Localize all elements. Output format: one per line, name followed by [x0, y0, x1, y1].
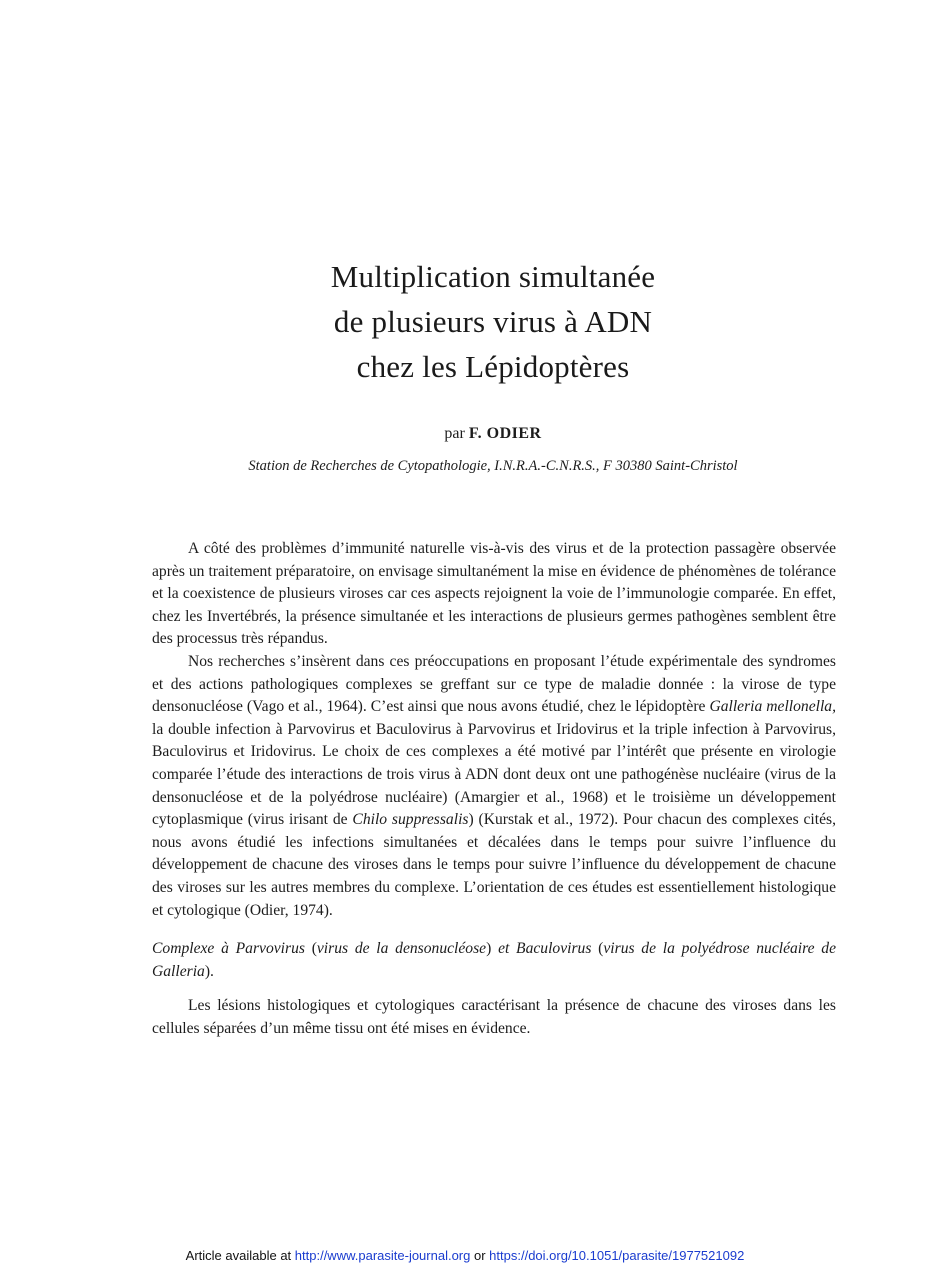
subheading-part-a: Complexe à Parvovirus [152, 940, 312, 958]
article-body [152, 538, 836, 1040]
article-title [150, 254, 836, 389]
subheading-part-f: ( [598, 940, 604, 958]
footer-middle: or [470, 1248, 490, 1263]
affiliation: Station de Recherches de Cytopathologie, I.N.R.A.-C.N.R.S., F 30380 Saint-Christol [248, 458, 738, 474]
paragraph-2-text-c: ) (Kurstak et al., 1972). Pour chacun des complexes cités, nous avons étudié les infections simultanées et décalées dans le temps pour suivre l’influence du développement de chacune des viroses dans le temps pour suivre l’influence du développement de chacune des viroses sur les autres membres du complexe. L’orientation de ces études est essentiellement histologique et cytologique (Odier, 1974). [152, 811, 836, 919]
journal-link[interactable]: http://www.parasite-journal.org [294, 1248, 471, 1263]
title-line-3: chez les Lépidoptères [356, 349, 630, 384]
species-chilo: Chilo suppressalis [352, 811, 469, 829]
title-line-1: Multiplication simultanée [330, 259, 656, 294]
author-name: F. ODIER [468, 425, 542, 442]
author-line [150, 424, 836, 444]
paragraph-2-text-b: la double infection à Parvovirus et Baculovirus à Parvovirus et Iridovirus et la triple infection à Parvovirus, Baculovirus et Iridovirus. Le choix de ces complexes a été motivé par l’intérêt que présente en virologie comparée l’étude des interactions de trois virus à ADN dont deux ont une pathogénèse nucléaire (virus de la densonucléose et de la polyédrose nucléaire) (Amargier et al., 1968) et le troisième un développement cytoplasmique (virus irisant de [152, 720, 836, 829]
doi-link[interactable]: https://doi.org/10.1051/parasite/1977521092 [489, 1248, 745, 1263]
species-galleria: Galleria mellonella, [709, 698, 837, 716]
footer-availability [0, 1248, 930, 1263]
subheading-part-b: ( [311, 940, 317, 958]
subheading-part-h: ). [204, 962, 214, 980]
paragraph-1: A côté des problèmes d’immunité naturelle vis-à-vis des virus et de la protection passagère observée après un traitement préparatoire, on envisage simultanément la mise en évidence de phénomènes de tolérance et la coexistence de plusieurs viroses car ces aspects rejoignent la voie de l’immunologie comparée. En effet, chez les Invertébrés, la présence simultanée et les interactions de plusieurs germes pathogènes semblent être des processus très répandus. [152, 540, 836, 648]
subheading-part-e: et Baculovirus [498, 940, 599, 958]
footer-prefix: Article available at [185, 1248, 295, 1263]
paragraph-3: Les lésions histologiques et cytologiques caractérisant la présence de chacune des viroses dans les cellules séparées d’un même tissu ont été mises en évidence. [152, 997, 836, 1037]
paragraph-2-text-a: Nos recherches s’insèrent dans ces préoccupations en proposant l’étude expérimentale des syndromes et des actions pathologiques complexes se greffant sur ce type de maladie donnée : la virose de type densonucléose (Vago et al., 1964). C’est ainsi que nous avons étudié, chez le lépidoptère [152, 652, 836, 716]
subheading-part-d: ) [486, 940, 499, 958]
author-prefix: par [444, 425, 465, 442]
paragraph-2 [152, 651, 836, 922]
title-line-2: de plusieurs virus à ADN [333, 304, 653, 339]
section-subheading [152, 938, 836, 983]
subheading-part-c: virus de la densonucléose [316, 940, 487, 958]
subheading-part-g: virus de la polyédrose nucléaire de Galleria [152, 940, 837, 980]
